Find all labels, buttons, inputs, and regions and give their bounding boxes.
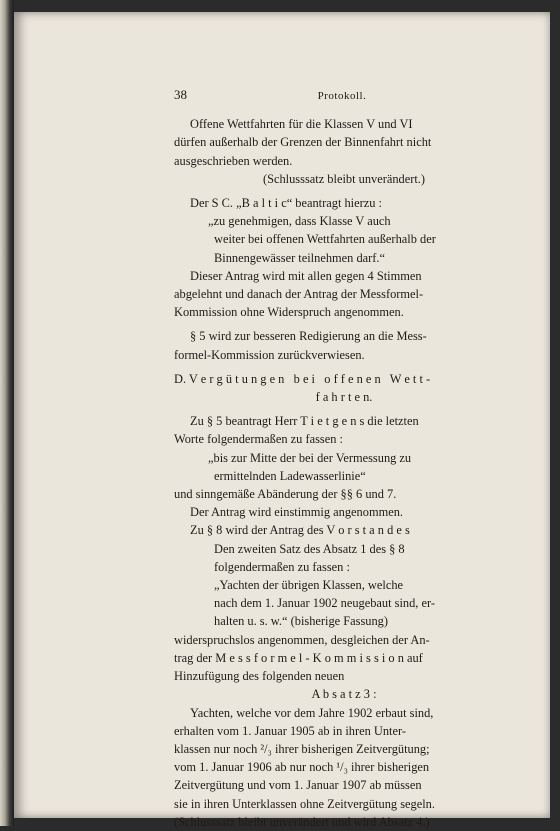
page-header xyxy=(174,86,514,105)
text-line: widerspruchslos angenommen, desgleichen der An- xyxy=(174,632,430,647)
page-number: 38 xyxy=(174,87,187,102)
text-line: sie in ihren Unterklassen ohne Zeitvergütung segeln. xyxy=(174,796,435,811)
text-line: § 5 wird zur besseren Redigierung an die Mess- xyxy=(190,329,427,344)
text-line: abgelehnt und danach der Antrag der Messformel- xyxy=(174,287,424,302)
page-text-block xyxy=(174,86,514,831)
text-line: dürfen außerhalb der Grenzen der Binnenfahrt nicht xyxy=(174,135,432,150)
text-line: (Schlusssatz bleibt unverändert und wird Absatz 4.) xyxy=(174,814,430,829)
text-line: Zu § 5 beantragt Herr T i e t g e n s die letzten xyxy=(190,414,419,429)
text-line: Der S C. „B a l t i c“ beantragt hierzu : xyxy=(190,196,382,211)
text-line: „bis zur Mitte der bei der Vermessung zu xyxy=(208,450,412,465)
book-binding-shadow xyxy=(0,0,14,826)
text-line: „Yachten der übrigen Klassen, welche xyxy=(214,578,404,593)
text-line: folgendermaßen zu fassen : xyxy=(214,559,350,574)
text-line: klassen nur noch ²/₃ ihrer bisherigen Zeitvergütung; xyxy=(174,741,430,756)
subsection-heading: A b s a t z 3 : xyxy=(311,687,377,702)
text-line: ermittelnden Ladewasserlinie“ xyxy=(214,468,366,483)
text-line: „zu genehmigen, dass Klasse V auch xyxy=(208,214,391,229)
text-line: Binnengewässer teilnehmen darf.“ xyxy=(214,250,385,265)
text-line: Dieser Antrag wird mit allen gegen 4 Stimmen xyxy=(190,268,422,283)
text-line: Yachten, welche vor dem Jahre 1902 erbaut sind, xyxy=(190,705,434,720)
text-line: Zu § 8 wird der Antrag des V o r s t a n d e s xyxy=(190,523,410,538)
text-line: Zeitvergütung und vom 1. Januar 1907 ab müssen xyxy=(174,778,422,793)
text-line: erhalten vom 1. Januar 1905 ab in ihren Unter- xyxy=(174,723,407,738)
text-line: Hinzufügung des folgenden neuen xyxy=(174,669,345,684)
text-line: formel-Kommission zurückverwiesen. xyxy=(174,347,365,362)
text-line: Worte folgendermaßen zu fassen : xyxy=(174,432,343,447)
book-page xyxy=(14,12,550,829)
text-line: Kommission ohne Widerspruch angenommen. xyxy=(174,305,404,320)
section-heading: f a h r t e n. xyxy=(315,390,373,405)
section-heading: D. V e r g ü t u n g e n b e i o f f e n e n W e t t - xyxy=(174,371,431,386)
text-line: nach dem 1. Januar 1902 neugebaut sind, er- xyxy=(214,596,435,611)
text-line: Offene Wettfahrten für die Klassen V und VI xyxy=(190,117,413,132)
text-line: halten u. s. w.“ (bisherige Fassung) xyxy=(214,614,389,629)
text-line: vom 1. Januar 1906 ab nur noch ¹/₃ ihrer bisherigen xyxy=(174,760,430,775)
running-head: Protokoll. xyxy=(317,90,367,102)
text-line: trag der M e s s f o r m e l - K o m m i s s i o n auf xyxy=(174,650,423,665)
text-line: weiter bei offenen Wettfahrten außerhalb der xyxy=(214,232,436,247)
text-line: Den zweiten Satz des Absatz 1 des § 8 xyxy=(214,541,405,556)
text-line: und sinngemäße Abänderung der §§ 6 und 7. xyxy=(174,487,397,502)
text-line: Der Antrag wird einstimmig angenommen. xyxy=(190,505,404,520)
text-line: (Schlusssatz bleibt unverändert.) xyxy=(262,171,426,186)
text-line: ausgeschrieben werden. xyxy=(174,153,293,168)
